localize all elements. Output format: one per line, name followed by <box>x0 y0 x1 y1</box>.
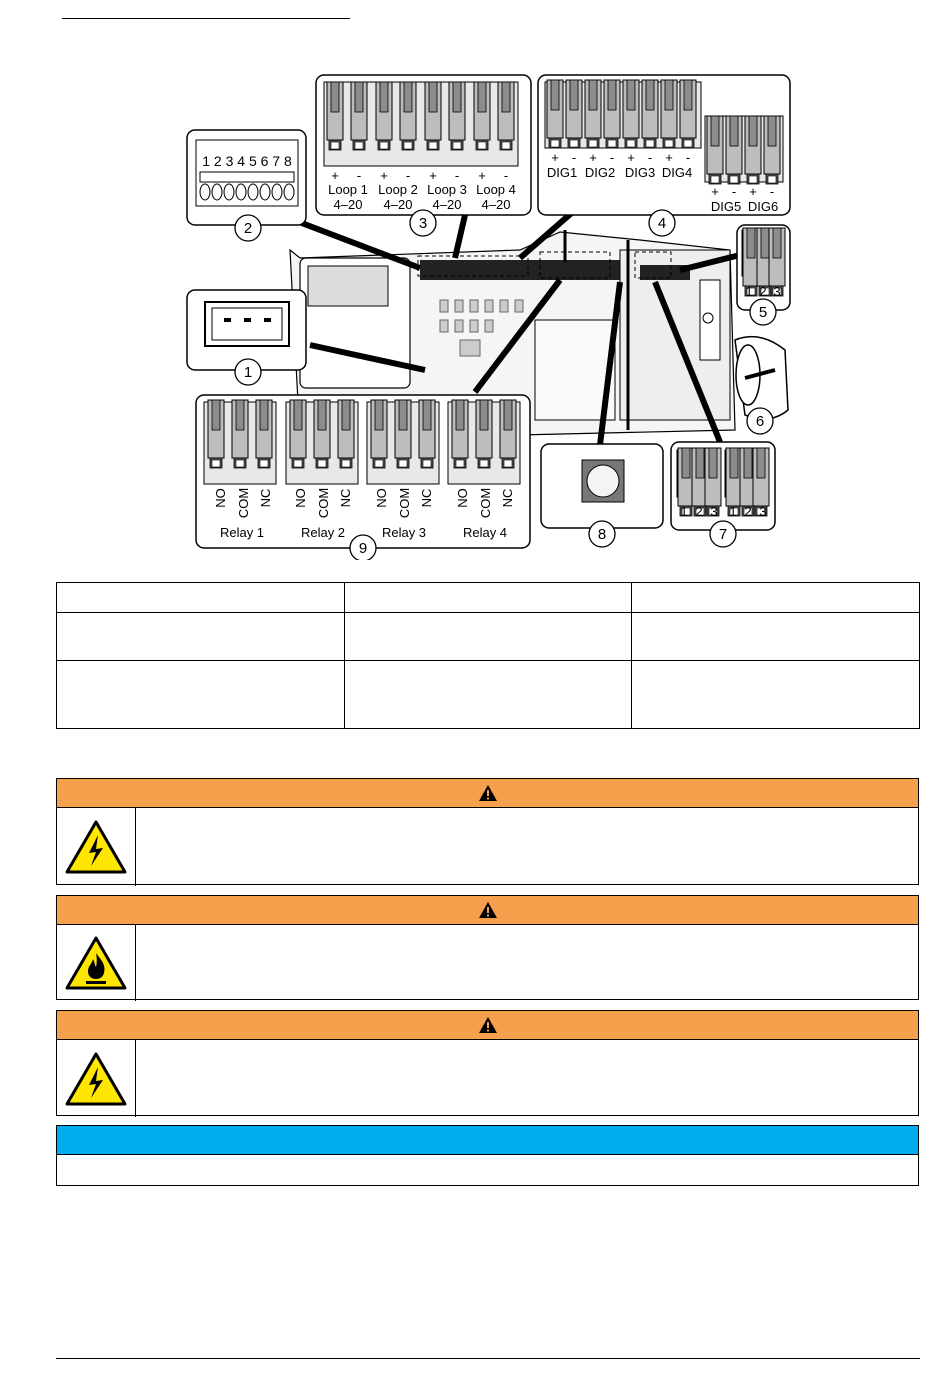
relay1-no-label: NO <box>213 488 228 508</box>
loop4-plus-label: + <box>478 168 486 183</box>
loop3-plus-label: + <box>429 168 437 183</box>
relay4-no-label: NO <box>455 488 470 508</box>
legend-cell <box>57 661 345 729</box>
dip-switch-numbers: 1 2 3 4 5 6 7 8 <box>202 153 292 169</box>
relay2-nc-label: NC <box>338 488 353 508</box>
dig3-minus-label: - <box>647 150 653 165</box>
panel-relay-outputs <box>196 395 530 548</box>
wiring-figure <box>150 70 800 560</box>
dig1-minus-label: - <box>571 150 577 165</box>
loop2-label: Loop 2 <box>378 182 418 197</box>
dig2-plus-label: + <box>589 150 597 165</box>
callout-6: 6 <box>755 413 765 430</box>
header-rule <box>62 18 350 19</box>
legend-table <box>56 582 920 729</box>
dig3-label: DIG3 <box>624 165 656 180</box>
relay1-label: Relay 1 <box>219 525 265 540</box>
warning-text <box>136 1040 918 1117</box>
dig6-label: DIG6 <box>747 199 779 214</box>
callout-3: 3 <box>418 215 428 232</box>
relay4-nc-label: NC <box>500 488 515 508</box>
legend-cell <box>632 583 920 613</box>
callout-8: 8 <box>597 526 607 543</box>
dig2-label: DIG2 <box>584 165 616 180</box>
warning-header-bar <box>57 779 918 808</box>
warning-text <box>136 925 918 1001</box>
loop3-minus-label: - <box>454 168 460 183</box>
pin2-label: 2 <box>695 504 703 519</box>
callout-5: 5 <box>758 304 768 321</box>
dig5-minus-label: - <box>731 184 737 199</box>
warning-triangle-icon <box>478 784 498 802</box>
pin3-label: 3 <box>710 504 718 519</box>
loop1-label: Loop 1 <box>328 182 368 197</box>
dig6-minus-label: - <box>769 184 775 199</box>
legend-cell <box>344 583 632 613</box>
dig5-label: DIG5 <box>710 199 742 214</box>
loop1-range: 4–20 <box>333 197 363 212</box>
dig5-plus-label: + <box>711 184 719 199</box>
electrical-hazard-icon <box>57 1040 136 1117</box>
loop4-label: Loop 4 <box>476 182 516 197</box>
loop2-plus-label: + <box>380 168 388 183</box>
panel-digital-inputs <box>538 75 790 215</box>
danger-box-electrical <box>56 778 919 885</box>
dig1-plus-label: + <box>551 150 559 165</box>
warning-triangle-icon <box>478 1016 498 1034</box>
warning-text <box>136 808 918 886</box>
loop3-label: Loop 3 <box>427 182 467 197</box>
relay3-nc-label: NC <box>419 488 434 508</box>
legend-cell <box>57 613 345 661</box>
relay4-com-label: COM <box>478 487 493 519</box>
relay3-com-label: COM <box>397 487 412 519</box>
relay1-nc-label: NC <box>258 488 273 508</box>
dig1-label: DIG1 <box>546 165 578 180</box>
warning-triangle-icon <box>478 901 498 919</box>
panel-push-button <box>541 444 663 528</box>
pin1-label: 1 <box>729 504 737 519</box>
footer-rule <box>56 1358 920 1359</box>
relay2-label: Relay 2 <box>300 525 346 540</box>
warning-box-electrical <box>56 1010 919 1116</box>
dig2-minus-label: - <box>609 150 615 165</box>
pin3-label: 3 <box>759 504 767 519</box>
warning-header-bar <box>57 1011 918 1040</box>
electrical-hazard-icon <box>57 808 136 886</box>
dig4-minus-label: - <box>685 150 691 165</box>
dig6-plus-label: + <box>749 184 757 199</box>
pin2-label: 2 <box>759 284 767 299</box>
relay2-no-label: NO <box>293 488 308 508</box>
legend-cell <box>57 583 345 613</box>
relay1-com-label: COM <box>236 487 251 519</box>
pin3-label: 3 <box>773 284 781 299</box>
relay2-com-label: COM <box>316 487 331 519</box>
callout-4: 4 <box>657 215 667 232</box>
panel-power-connector <box>187 290 306 370</box>
legend-cell <box>632 613 920 661</box>
notice-box <box>56 1125 919 1186</box>
loop2-minus-label: - <box>405 168 411 183</box>
warning-box-fire <box>56 895 919 1000</box>
loop4-minus-label: - <box>503 168 509 183</box>
callout-1: 1 <box>243 364 253 381</box>
loop4-range: 4–20 <box>481 197 511 212</box>
panel-dip-switch <box>187 130 306 225</box>
panel-loop-outputs <box>316 75 531 215</box>
panel-3pin-connector <box>737 225 790 310</box>
pin1-label: 1 <box>745 284 753 299</box>
callout-2: 2 <box>243 220 253 237</box>
dig3-plus-label: + <box>627 150 635 165</box>
callout-7: 7 <box>718 526 728 543</box>
pin2-label: 2 <box>744 504 752 519</box>
relay3-no-label: NO <box>374 488 389 508</box>
panel-dual-3pin-connectors <box>671 442 775 530</box>
loop2-range: 4–20 <box>383 197 413 212</box>
relay4-label: Relay 4 <box>462 525 508 540</box>
notice-header-bar <box>57 1126 918 1155</box>
dig4-plus-label: + <box>665 150 673 165</box>
legend-cell <box>632 661 920 729</box>
loop3-range: 4–20 <box>432 197 462 212</box>
callout-9: 9 <box>358 540 368 557</box>
loop1-minus-label: - <box>356 168 362 183</box>
legend-cell <box>344 661 632 729</box>
loop1-plus-label: + <box>331 168 339 183</box>
dig4-label: DIG4 <box>661 165 693 180</box>
wiring-figure-svg <box>150 70 800 560</box>
warning-header-bar <box>57 896 918 925</box>
legend-cell <box>344 613 632 661</box>
relay3-label: Relay 3 <box>381 525 427 540</box>
pin1-label: 1 <box>680 504 688 519</box>
fire-hazard-icon <box>57 925 136 1001</box>
